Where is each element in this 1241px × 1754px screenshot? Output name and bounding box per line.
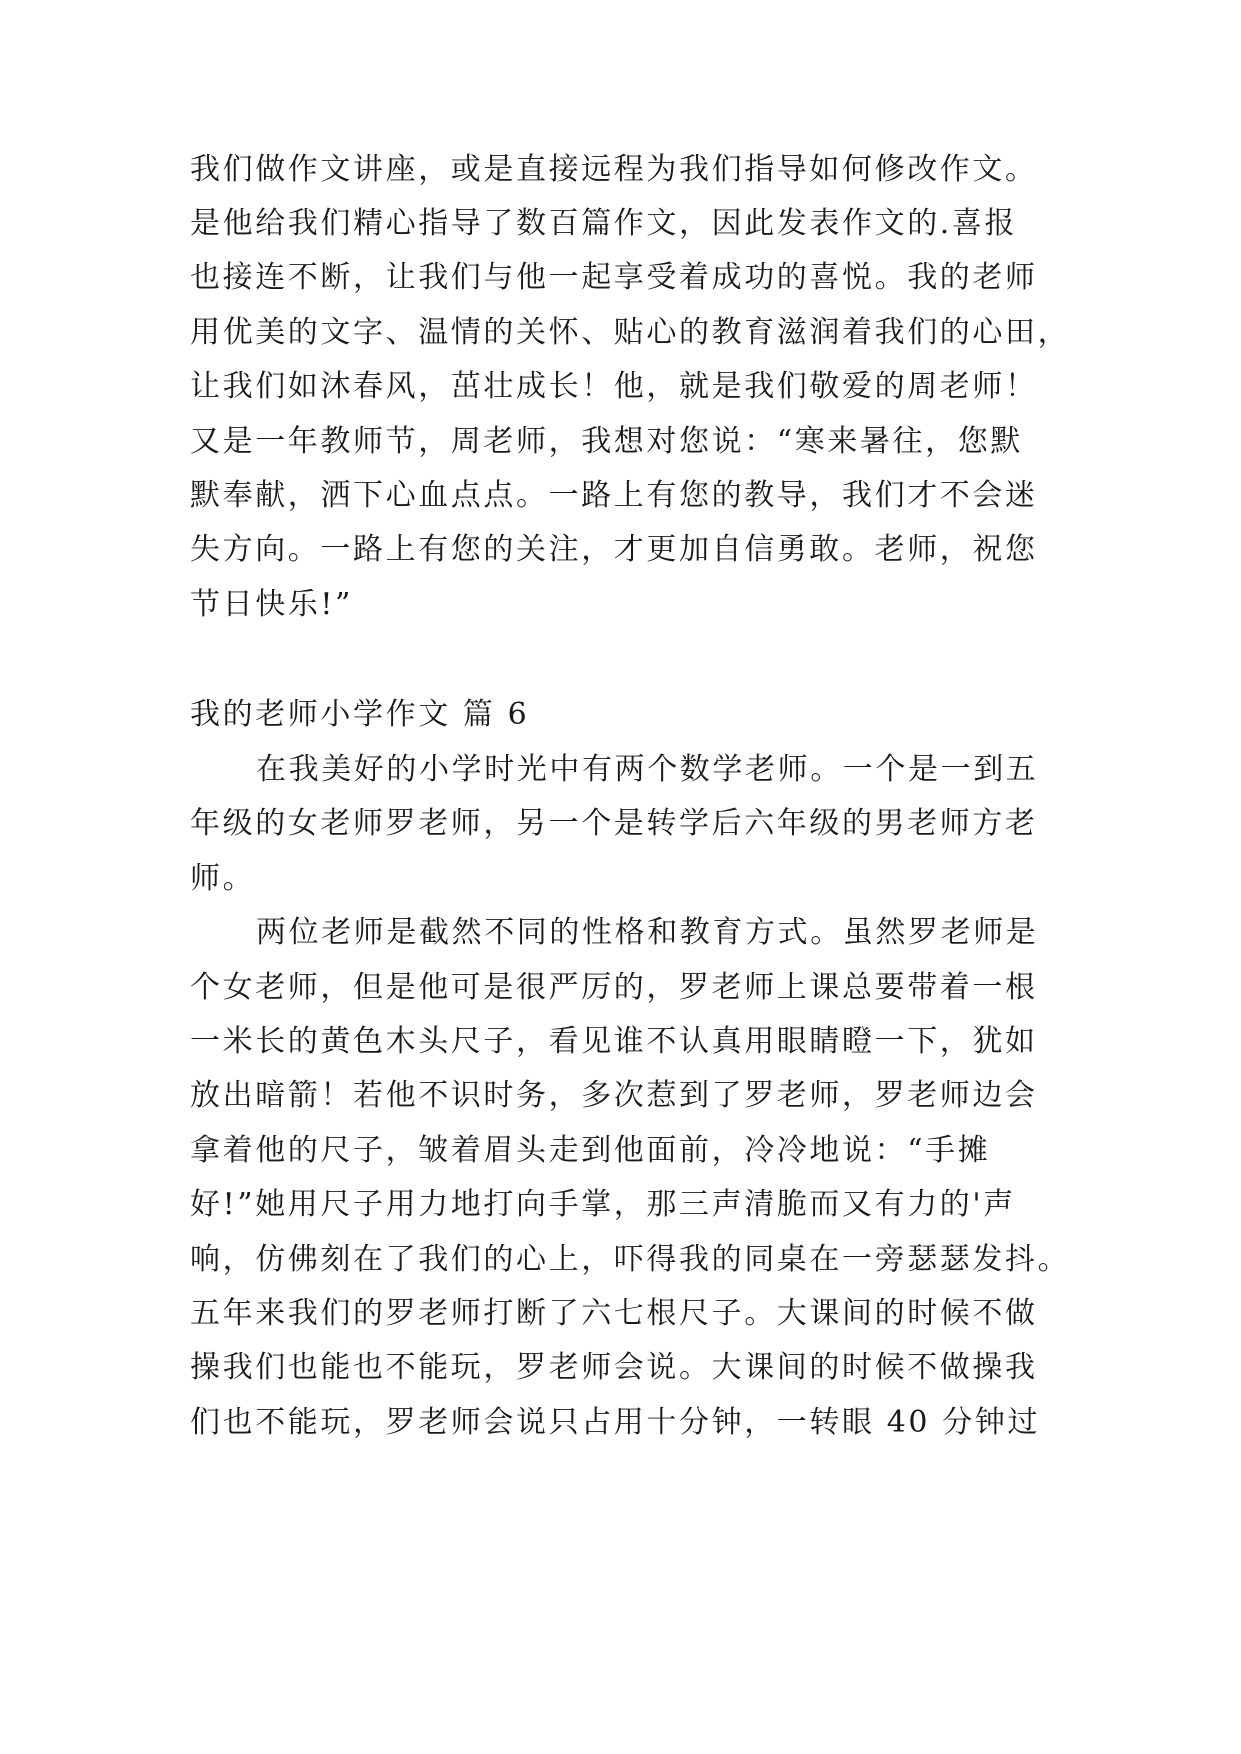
text-line: 一米长的黄色木头尺子，看见谁不认真用眼睛瞪一下，犹如 [190,1024,1038,1059]
text-line: 五年来我们的罗老师打断了六七根尺子。大课间的时候不做 [190,1296,1038,1331]
text-line: 放出暗箭！若他不识时务，多次惹到了罗老师，罗老师边会 [190,1078,1038,1113]
paragraph-first-line: 两位老师是截然不同的性格和教育方式。虽然罗老师是 [256,915,1039,950]
text-line: 节日快乐!” [190,587,353,622]
text-line: 年级的女老师罗老师，另一个是转学后六年级的男老师方老 [190,806,1038,841]
section-heading: 我的老师小学作文 篇 6 [190,697,530,732]
text-line: 师。 [190,861,256,896]
text-line: 默奉献，洒下心血点点。一路上有您的教导，我们才不会迷 [190,478,1038,513]
text-line: 个女老师，但是他可是很严厉的，罗老师上课总要带着一根 [190,970,1038,1005]
text-line: 又是一年教师节，周老师，我想对您说：“寒来暑往，您默 [190,424,1023,459]
text-line: 们也不能玩，罗老师会说只占用十分钟，一转眼 40 分钟过 [190,1405,1041,1440]
text-line: 操我们也能也不能玩，罗老师会说。大课间的时候不做操我 [190,1350,1038,1385]
text-line: 拿着他的尺子，皱着眉头走到他面前，冷冷地说：“手摊 [190,1133,991,1168]
text-line: 好!”她用尺子用力地打向手掌，那三声清脆而又有力的'声 [190,1187,1016,1222]
text-line: 我们做作文讲座，或是直接远程为我们指导如何修改作文。 [190,152,1038,187]
text-line: 响，仿佛刻在了我们的心上，吓得我的同桌在一旁瑟瑟发抖。 [190,1242,1071,1277]
text-line: 让我们如沐春风，茁壮成长！他，就是我们敬爱的周老师！ [190,369,1038,404]
paragraph-first-line: 在我美好的小学时光中有两个数学老师。一个是一到五 [256,752,1039,787]
text-line: 是他给我们精心指导了数百篇作文，因此发表作文的.喜报 [190,206,1018,241]
text-line: 失方向。一路上有您的关注，才更加自信勇敢。老师，祝您 [190,532,1038,567]
text-line: 也接连不断，让我们与他一起享受着成功的喜悦。我的老师 [190,260,1038,295]
text-line: 用优美的文字、温情的关怀、贴心的教育滋润着我们的心田， [190,315,1071,350]
